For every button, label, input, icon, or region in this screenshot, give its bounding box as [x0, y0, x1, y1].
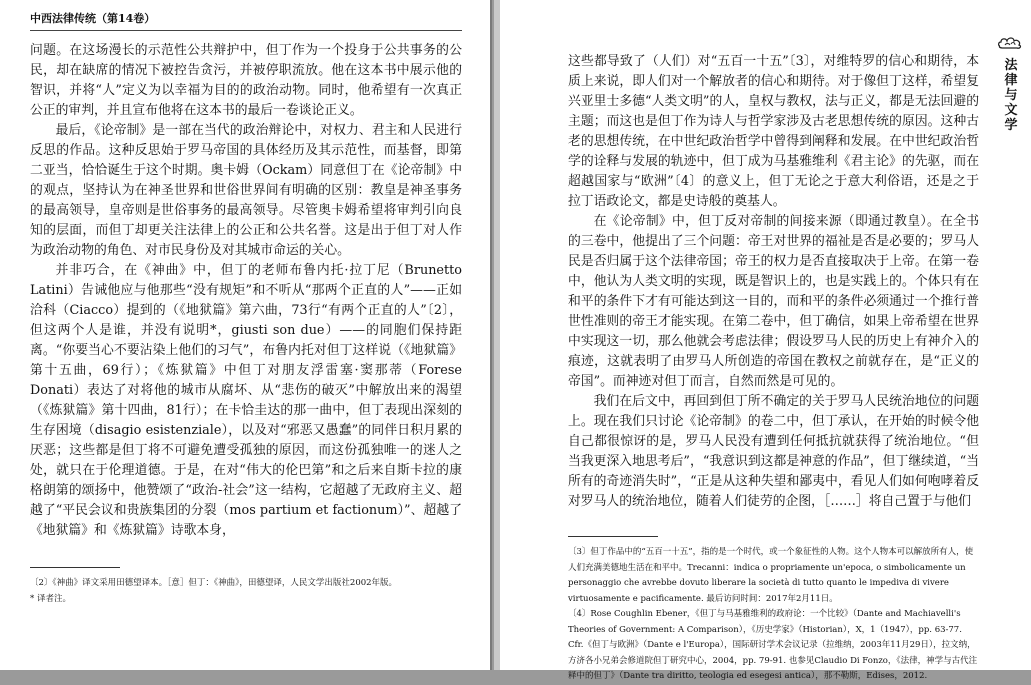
right-body-text: [568, 52, 979, 512]
footnote: 〔2〕《神曲》译文采用田德望译本。［意］但丁：《神曲》，田德望译，人民文学出版社2002年版。: [30, 578, 398, 588]
running-head: 中西法律传统（第14卷）: [30, 12, 156, 25]
footnote: 〔3〕但丁作品中的“五百一十五”，指的是一个时代，或一个象征性的人物。这个人物本可以解放所有人，使人们充满美德地生活在和平中。Trecanni：indica o propriamente un'epoca, o simbolicamente un personaggio che avrebbe dovuto liberare la società di tutto quanto le impediva di vivere virtuosamente e pacificamente. 最后访问时间：2017年2月11日。: [568, 547, 974, 604]
footnote: * 译者注。: [30, 593, 71, 604]
paragraph: 我们在后文中，再回到但丁所不确定的关于罗马人民统治地位的问题上。现在我们只讨论《论帝制》的卷二中，但丁承认，在开始的时候令他自己都很惊讶的是，罗马人民没有遭到任何抵抗就获得了统治地位。“但当我更深入地思考后”，“我意识到这都是神意的作品”，但丁继续道，“当所有的奇迹消失时”，“正是从这种失望和鄙夷中，看见人们如何咆哮着反对罗马人的统治地位，随着人们徒劳的企图，［……］将自己置于与他们: [568, 394, 979, 509]
footnote-rule: [30, 567, 120, 568]
cloud-ornament-icon: [997, 34, 1023, 50]
footnote-rule: [568, 536, 658, 537]
left-page: [0, 0, 492, 670]
right-page: [500, 0, 1031, 681]
paragraph: 最后，《论帝制》是一部在当代的政治辩论中，对权力、君主和人民进行反思的作品。这种反思始于罗马帝国的具体经历及其示范性，而基督，即第二亚当，恰恰诞生于这个时期。奥卡姆（Ockam）同意但丁在《论帝制》中的观点，坚持认为在神圣世界和世俗世界间有明确的区别：教皇是神圣事务的最高领导，皇帝则是世俗事务的最高领导。尽管奥卡姆希望将审判引向良知的层面，而但丁却更关注法律上的公正和公共名誉。这是出于但丁对人作为政治动物的角色、对市民身份及对其城市命运的关心。: [30, 123, 462, 258]
footnote: 〔4〕Rose Coughlin Ebener，《但丁与马基雅维利的政府论：一个比较》（Dante and Machiavelli's Theories of Government: A Comparison），《历史学家》（Historian），X，1（1947），pp. 63-77. Cfr.《但丁与欧洲》（Dante e l'Europa），国际研讨学术会议记录（拉维纳，2003年11月29日），拉文纳，方济各小兄弟会修道院但丁研究中心，2004，pp. 79-91. 也参见Claudio Di Fonzo，《法律，神学与古代注释中的但丁》（Dante tra diritto, teologia ed esegesi antica），那不勒斯，Edises，2012.: [568, 609, 978, 681]
right-footnotes: [568, 545, 979, 685]
header-rule: [30, 30, 462, 31]
section-tab: 法律与文学: [1004, 58, 1018, 133]
paragraph: 这些都导致了（人们）对“五百一十五”〔3〕，对维特罗的信心和期待，本质上来说，即人们对一个解放者的信心和期待。对于像但丁这样，希望复兴亚里士多德“人类文明”的人，皇权与教权，法与正义，都是无法回避的主题；而这也是但丁作为诗人与哲学家涉及古老思想传统的原因。这种古老的思想传统，在中世纪政治哲学中曾得到阐释和发展。在中世纪政治哲学的诠释与发展的轨迹中，但丁成为马基雅维利《君主论》的先驱，而在超越国家与“欧洲”〔4〕的意义上，但丁无论之于意大利俗语，还是之于拉丁语政论文，都是史诗般的奠基人。: [568, 54, 979, 209]
left-footnotes: [30, 576, 462, 607]
paragraph: 在《论帝制》中，但丁反对帝制的间接来源（即通过教皇）。在全书的三卷中，他提出了三个问题：帝王对世界的福祉是否是必要的；罗马人民是否归属于这个法律帝国；帝王的权力是否直接取决于上帝。在第一卷中，他认为人类文明的实现，既是智识上的，也是实践上的。个体只有在和平的条件下才有可能达到这一目的，而和平的条件必须通过一个推行普世性准则的帝王才能实现。在第二卷中，但丁确信，如果上帝希望在世界中实现这一切，那么他就会考虑法律；假设罗马人民的历史上有神介入的痕迹，这就表明了由罗马人所创造的帝国在教权之前就存在，是“正义的帝国”。而神迹对但丁而言，自然而然是可见的。: [568, 214, 979, 389]
left-body-text: [30, 41, 462, 541]
paragraph: 问题。在这场漫长的示范性公共辩护中，但丁作为一个投身于公共事务的公民，却在缺席的情况下被控告贪污，并被停职流放。他在这本书中展示他的智识，并将“人”定义为以幸福为目的的政治动物。同时，他希望有一次真正公正的审判，并且宣布他将在这本书的最后一卷谈论正义。: [30, 43, 462, 118]
paragraph: 并非巧合，在《神曲》中，但丁的老师布鲁内托·拉丁尼（Brunetto Latini）告诫他应与他那些“没有规矩”和不听从“那两个正直的人”——正如洽科（Ciacco）提到的（《地狱篇》第六曲，73行“有两个正直的人”〔2〕，但这两个人是谁，并没有说明*，giusti son due）——的同胞们保持距离。“你要当心不要沾染上他们的习气”，布鲁内托对但丁这样说（《地狱篇》第十五曲，69行）；《炼狱篇》中但丁对朋友浮雷塞·窦那蒂（Forese Donati）表达了对将他的城市从腐坏、从“悲伤的破灭”中解放出来的渴望（《炼狱篇》第十四曲，81行）；在卡恰圭达的那一曲中，但丁表现出深刻的生存困境（disagio esistenziale），以及对“邪恶又愚蠢”的同伴日积月累的厌恶；这些都是但丁将不可避免遭受孤独的原因，而这份孤独唯一的迷人之处，就只在于伦理道德。于是，在对“伟大的伦巴第”和之后来自斯卡拉的康格朗第的颂扬中，他赞颂了“政治-社会”这一结构，它超越了无政府主义、超越了“平民会议和贵族集团的分裂（mos partium et factionum）”、超越了《地狱篇》和《炼狱篇》诗歌本身，: [30, 263, 462, 538]
